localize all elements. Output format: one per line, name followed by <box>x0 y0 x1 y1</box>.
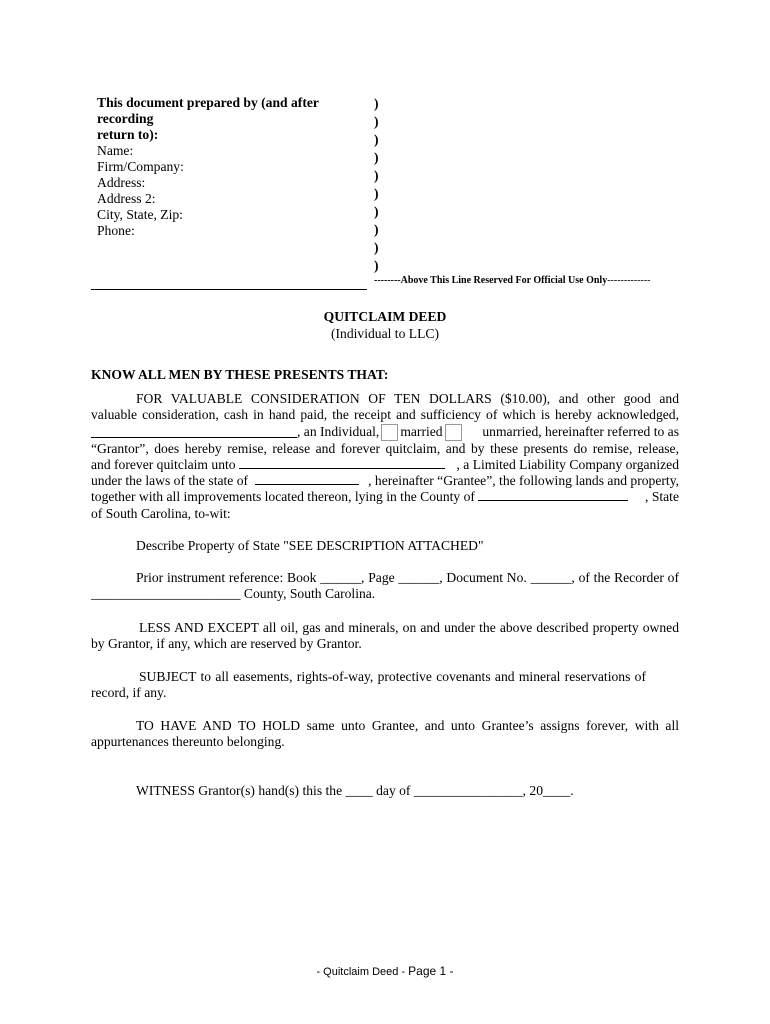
married-checkbox[interactable] <box>381 424 398 441</box>
consideration-line-5 <box>91 457 679 473</box>
paren: ) <box>374 96 379 111</box>
describe-property: Describe Property of State "SEE DESCRIPTION ATTACHED" <box>136 538 484 553</box>
county-blank[interactable] <box>478 489 628 501</box>
address-field[interactable]: Address: <box>97 175 146 190</box>
paren: ) <box>374 168 379 183</box>
firm-field[interactable]: Firm/Company: <box>97 159 184 174</box>
paren: ) <box>374 258 379 273</box>
footer-page-number: Page 1 - <box>408 964 454 978</box>
prior-instrument-paragraph <box>91 570 679 603</box>
consideration-line-4: “Grantor”, does hereby remise, release and forever quitclaim, and by these presents do remise, release, <box>91 440 679 456</box>
reserved-tail: ------------- <box>607 275 651 286</box>
married-label: married <box>400 423 443 439</box>
llc-organized-text: , a Limited Liability Company organized <box>456 456 679 472</box>
document-subtitle: (Individual to LLC) <box>331 326 439 341</box>
grantor-name-blank[interactable] <box>91 426 297 438</box>
official-use-notice <box>374 275 651 286</box>
quitclaim-unto-text: and forever quitclaim unto <box>91 456 236 472</box>
subject-to-paragraph <box>91 669 646 702</box>
prepared-by-label: This document prepared by (and after recording <box>97 95 319 126</box>
document-title: QUITCLAIM DEED <box>323 309 447 324</box>
less-and-except-paragraph <box>91 620 679 653</box>
page-footer <box>0 964 770 978</box>
consideration-line-1: FOR VALUABLE CONSIDERATION OF TEN DOLLARS ($10.00), and other good and <box>136 391 679 406</box>
city-state-zip-field[interactable]: City, State, Zip: <box>97 207 183 222</box>
consideration-line-8: of South Carolina, to-wit: <box>91 505 231 521</box>
consideration-line-3 <box>91 424 679 441</box>
consideration-line-2: valuable consideration, cash in hand paid, the receipt and sufficiency of which is hereby acknowledged, <box>91 407 679 423</box>
less-line-1: LESS AND EXCEPT all oil, gas and minerals, on and under the above described property owned <box>139 620 679 635</box>
grantee-name-blank[interactable] <box>239 457 445 469</box>
paren: ) <box>374 114 379 129</box>
know-all-men-heading: KNOW ALL MEN BY THESE PRESENTS THAT: <box>91 367 389 382</box>
state-blank[interactable] <box>255 473 359 485</box>
consideration-line-6 <box>91 473 679 489</box>
unmarried-checkbox[interactable] <box>445 424 462 441</box>
consideration-line-7 <box>91 489 679 505</box>
phone-field[interactable]: Phone: <box>97 223 135 238</box>
paren: ) <box>374 222 379 237</box>
paren-column <box>374 95 386 275</box>
habendum-line-1: TO HAVE AND TO HOLD same unto Grantee, and unto Grantee’s assigns forever, with all <box>136 718 679 733</box>
state-text: , State <box>645 489 679 505</box>
name-field[interactable]: Name: <box>97 143 134 158</box>
return-to-label: return to): <box>97 127 159 142</box>
habendum-paragraph <box>91 718 679 751</box>
prior-line-1: Prior instrument reference: Book ______, Page ______, Document No. ______, of the Recorder of <box>136 570 679 585</box>
subject-line-1: SUBJECT to all easements, rights-of-way, protective covenants and mineral reservations of <box>139 669 646 684</box>
witness-clause: WITNESS Grantor(s) hand(s) this the ____ day of ________________, 20____. <box>136 783 574 798</box>
county-of-text: together with all improvements located thereon, lying in the County of <box>91 489 475 505</box>
an-individual-text: , an Individual, <box>297 423 380 439</box>
consideration-paragraph <box>91 391 679 522</box>
paren: ) <box>374 204 379 219</box>
reserved-dashes: -------- <box>374 275 401 286</box>
hereinafter-grantee-text: , hereinafter “Grantee”, the following lands and property, <box>368 473 679 489</box>
paren: ) <box>374 186 379 201</box>
preparer-block <box>97 95 367 239</box>
less-line-2: by Grantor, if any, which are reserved by Grantor. <box>91 636 362 652</box>
paren: ) <box>374 132 379 147</box>
laws-of-state-text: under the laws of the state of <box>91 473 249 489</box>
prior-line-2: ______________________ County, South Carolina. <box>91 586 376 602</box>
paren: ) <box>374 240 379 255</box>
subject-line-2: record, if any. <box>91 685 167 701</box>
paren: ) <box>374 150 379 165</box>
reserved-text: Above This Line Reserved For Official Use Only <box>400 275 608 286</box>
unmarried-text: unmarried, hereinafter referred to as <box>482 423 679 439</box>
habendum-line-2: appurtenances thereunto belonging. <box>91 734 285 750</box>
header-rule <box>91 289 367 290</box>
footer-doc-name: - Quitclaim Deed - <box>316 966 409 978</box>
address2-field[interactable]: Address 2: <box>97 191 156 206</box>
